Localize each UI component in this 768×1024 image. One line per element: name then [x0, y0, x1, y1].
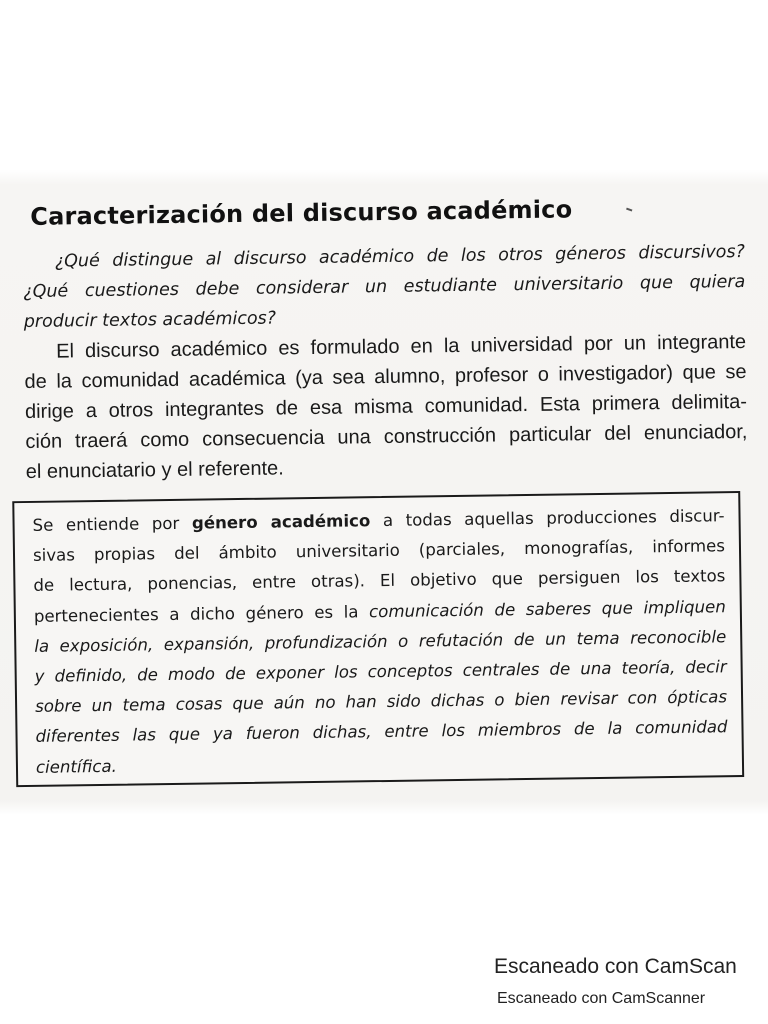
paragraph-line-4: ción traerá como consecuencia una construcción particular del enunciador,: [25, 420, 748, 454]
ink-speck: [626, 208, 632, 212]
definition-line-6: y definido, de modo de exponer los conceptos centrales de una teoría, decir: [34, 657, 727, 686]
definition-line-4-start: pertenecientes a dicho género es la: [33, 601, 370, 626]
paragraph-line-2: de la comunidad académica (ya sea alumno, profesor o investigador) que se: [24, 360, 747, 394]
definition-line-8: diferentes las que ya fueron dichas, entre los miembros de la comunidad: [35, 717, 728, 747]
definition-line-5: la exposición, expansión, profundización o refutación de un tema reconocible: [34, 626, 727, 656]
definition-line-1-start: Se entiende por: [32, 513, 193, 535]
paragraph-line-1: El discurso académico es formulado en la universidad por un integrante: [56, 330, 747, 363]
paragraph-line-3: dirige a otros integrantes de esa misma comunidad. Esta primera delimita-: [24, 390, 748, 424]
definition-line-9: científica.: [35, 756, 117, 777]
definition-line-3: de lectura, ponencias, entre otras). El objetivo que persiguen los textos: [33, 566, 726, 596]
definition-box: [12, 491, 744, 787]
scanner-watermark-small: Escaneado con CamScanner: [497, 990, 706, 1007]
definition-line-7: sobre un tema cosas que aún no han sido dichas o bien revisar con ópticas: [34, 687, 728, 717]
intro-paragraph: [24, 327, 748, 487]
question-line-2: ¿Qué cuestiones debe considerar un estudiante universitario que quiera: [23, 271, 746, 303]
paragraph-line-5: el enunciatario y el referente.: [25, 457, 284, 483]
question-line-3: producir textos académicos?: [23, 308, 277, 333]
question-line-1: ¿Qué distingue al discurso académico de los otros géneros discursivos?: [54, 241, 745, 272]
definition-line-4-italic: comunicación de saberes que impliquen: [368, 596, 726, 621]
scanned-text-block: [0, 175, 768, 806]
definition-line-1-end: a todas aquellas producciones discur-: [370, 506, 725, 531]
scanner-watermark-large: Escaneado con CamScan: [494, 955, 737, 978]
guiding-questions: [23, 237, 746, 337]
definition-line-2: sivas propias del ámbito universitario (parciales, monografías, informes: [32, 536, 726, 566]
section-title: Caracterización del discurso académico: [30, 195, 573, 231]
definition-text: [32, 501, 728, 782]
defined-term: género académico: [191, 511, 371, 533]
